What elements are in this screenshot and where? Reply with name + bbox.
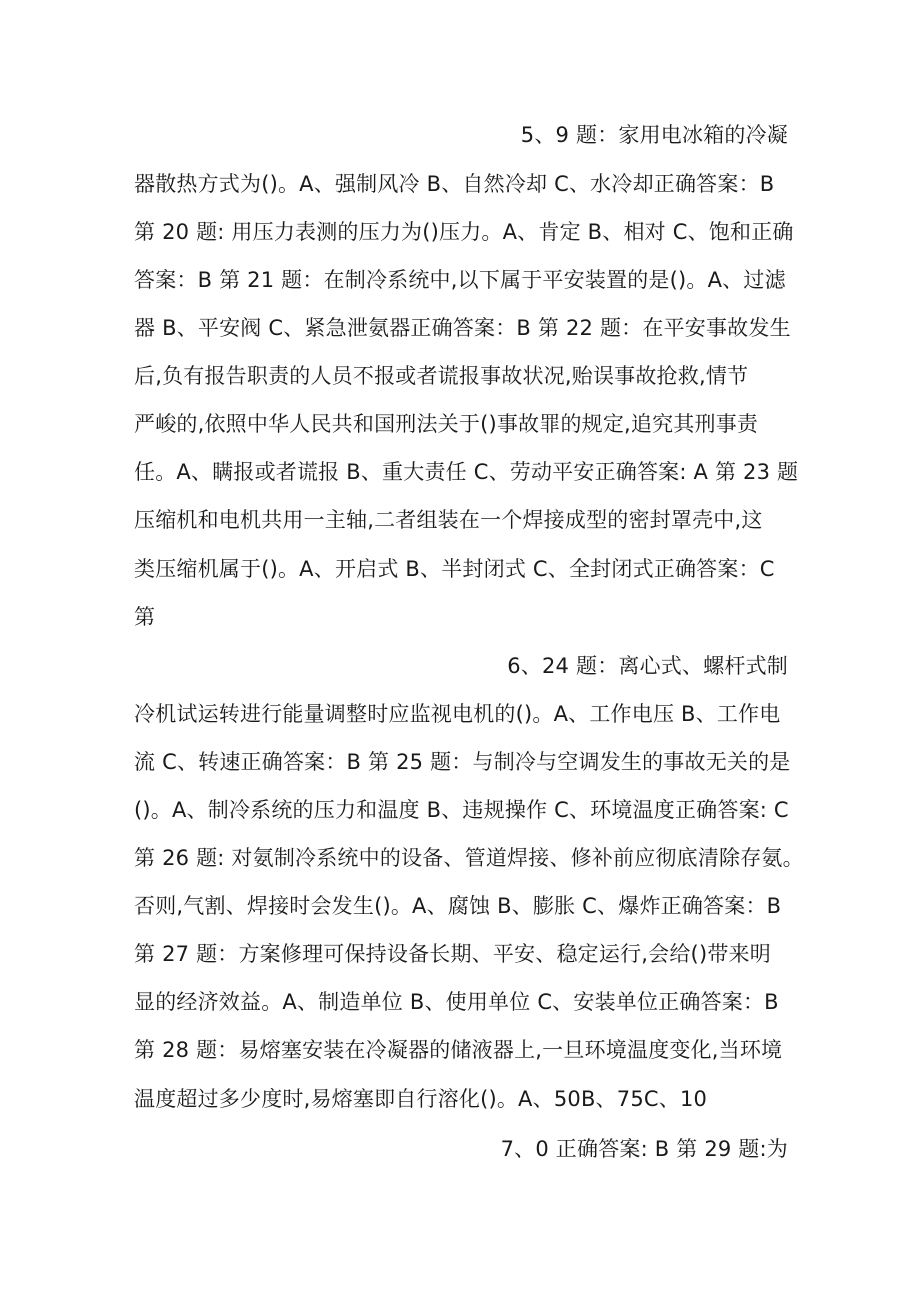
text-line: 第 26 题: 对氨制冷系统中的设备、管道焊接、修补前应彻底清除存氨。 bbox=[134, 846, 804, 870]
text-line: 冷机试运转进行能量调整时应监视电机的()。A、工作电压 B、工作电 bbox=[134, 702, 781, 726]
text-line: 5、9 题：家用电冰箱的冷凝 bbox=[520, 123, 788, 147]
text-line: 任。A、瞒报或者谎报 B、重大责任 C、劳动平安正确答案: A 第 23 题 bbox=[134, 460, 799, 484]
text-line: 第 20 题: 用压力表测的压力为()压力。A、肯定 B、相对 C、饱和正确 bbox=[134, 220, 794, 244]
text-line: 否则,气割、焊接时会发生()。A、腐蚀 B、膨胀 C、爆炸正确答案：B bbox=[134, 894, 782, 918]
text-line: 后,负有报告职责的人员不报或者谎报事故状况,贻误事故抢救,情节 bbox=[134, 364, 749, 388]
text-line: 答案：B 第 21 题：在制冷系统中,以下属于平安装置的是()。A、过滤 bbox=[134, 268, 786, 292]
text-line: ()。A、制冷系统的压力和温度 B、违规操作 C、环境温度正确答案: C bbox=[134, 798, 789, 822]
text-line: 器 B、平安阀 C、紧急泄氨器正确答案：B 第 22 题：在平安事故发生 bbox=[134, 316, 791, 340]
text-line: 显的经济效益。A、制造单位 B、使用单位 C、安装单位正确答案：B bbox=[134, 990, 779, 1014]
text-line: 温度超过多少度时,易熔塞即自行溶化()。A、50B、75C、10 bbox=[134, 1087, 708, 1111]
text-line: 第 28 题：易熔塞安装在冷凝器的储液器上,一旦环境温度变化,当环境 bbox=[134, 1038, 783, 1062]
text-line: 7、0 正确答案: B 第 29 题:为 bbox=[500, 1137, 788, 1161]
text-line: 压缩机和电机共用一主轴,二者组装在一个焊接成型的密封罩壳中,这 bbox=[134, 508, 763, 532]
text-line: 第 27 题：方案修理可保持设备长期、平安、稳定运行,会给()带来明 bbox=[134, 942, 771, 966]
text-line: 类压缩机属于()。A、开启式 B、半封闭式 C、全封闭式正确答案：C bbox=[134, 557, 775, 581]
text-line: 严峻的,依照中华人民共和国刑法关于()事故罪的规定,追究其刑事责 bbox=[134, 412, 759, 436]
text-line: 器散热方式为()。A、强制风冷 B、自然冷却 C、水冷却正确答案：B bbox=[134, 172, 775, 196]
text-line: 6、24 题：离心式、螺杆式制 bbox=[507, 654, 788, 678]
text-line: 第 bbox=[134, 605, 156, 629]
text-line: 流 C、转速正确答案：B 第 25 题：与制冷与空调发生的事故无关的是 bbox=[134, 750, 791, 774]
